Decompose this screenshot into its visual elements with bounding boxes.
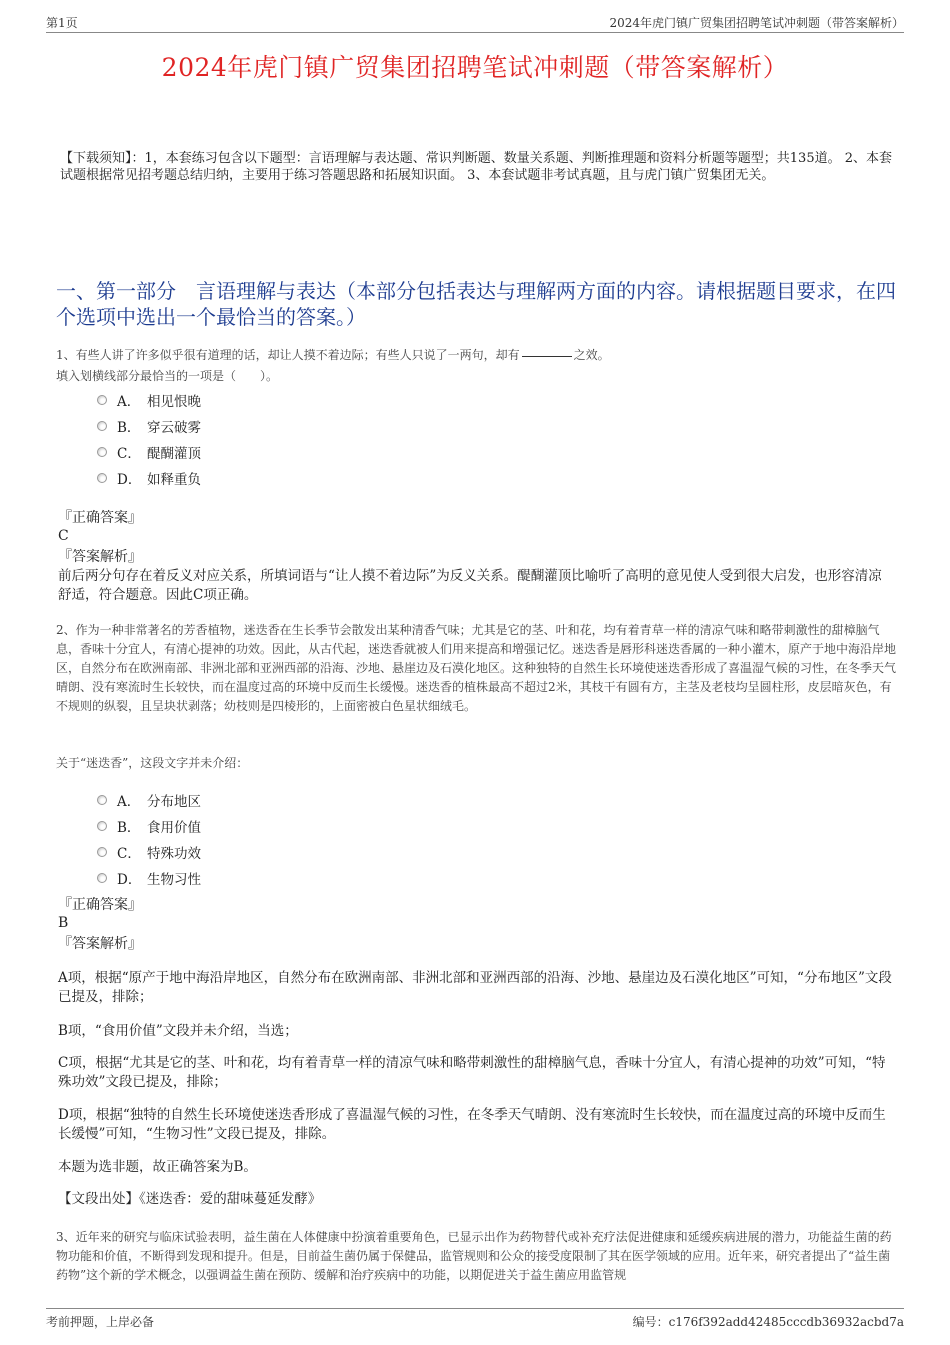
- option-text: 生物习性: [147, 872, 201, 888]
- q1-option-d[interactable]: [97, 468, 201, 488]
- option-text: 食用价值: [147, 820, 201, 836]
- radio-icon[interactable]: [97, 395, 107, 405]
- option-text: 如释重负: [147, 472, 201, 488]
- q1-instruction: 填入划横线部分最恰当的一项是（ ）。: [56, 369, 279, 383]
- q1-blank: [522, 355, 572, 357]
- option-label: B．: [117, 820, 141, 836]
- option-label: B．: [117, 420, 141, 436]
- option-label: C．: [117, 846, 141, 862]
- footer-divider: [46, 1308, 904, 1309]
- header-divider: [46, 32, 904, 33]
- q2-analysis-conclusion: 本题为选非题，故正确答案为B。: [58, 1159, 257, 1175]
- section-heading: 一、第一部分 言语理解与表达（本部分包括表达与理解两方面的内容。请根据题目要求，在四个选项中选出一个最恰当的答案。）: [56, 279, 896, 329]
- q1-stem-part-a: 1、有些人讲了许多似乎很有道理的话，却让人摸不着边际；有些人只说了一两句，却有: [56, 348, 520, 362]
- option-label: C．: [117, 446, 141, 462]
- radio-icon[interactable]: [97, 447, 107, 457]
- q1-analysis-heading: 『答案解析』: [58, 549, 142, 565]
- q2-source: 【文段出处】《迷迭香：爱的甜味蔓延发酵》: [58, 1191, 322, 1207]
- option-text: 特殊功效: [147, 846, 201, 862]
- q1-answer: C: [58, 528, 69, 544]
- option-label: A．: [117, 394, 141, 410]
- page-title: 2024年虎门镇广贸集团招聘笔试冲刺题（带答案解析）: [161, 53, 789, 82]
- q2-analysis-c: C项，根据“尤其是它的茎、叶和花，均有着青草一样的清凉气味和略带刺激性的甜樟脑气息，香味十分宜人，有清心提神的功效”可知，“特殊功效”文段已提及，排除；: [58, 1055, 886, 1090]
- option-text: 相见恨晚: [147, 394, 201, 410]
- q2-option-d[interactable]: [97, 868, 201, 888]
- radio-icon[interactable]: [97, 473, 107, 483]
- radio-icon[interactable]: [97, 421, 107, 431]
- q2-option-a[interactable]: [97, 790, 201, 810]
- header-page-number: 第1页: [46, 16, 78, 30]
- q2-analysis-b: B项，“食用价值”文段并未介绍，当选；: [58, 1023, 298, 1039]
- option-text: 分布地区: [147, 794, 201, 810]
- option-label: D．: [117, 472, 142, 488]
- radio-icon[interactable]: [97, 795, 107, 805]
- radio-icon[interactable]: [97, 873, 107, 883]
- option-label: D．: [117, 872, 142, 888]
- q2-question: 关于“迷迭香”，这段文字并未介绍：: [56, 756, 249, 770]
- q2-analysis-a: A项，根据“原产于地中海沿岸地区，自然分布在欧洲南部、非洲北部和亚洲西部的沿海、沙地、悬崖边及石漠化地区”可知，“分布地区”文段已提及，排除；: [58, 970, 892, 1005]
- q2-option-b[interactable]: [97, 816, 201, 836]
- q2-option-c[interactable]: [97, 842, 201, 862]
- option-text: 醍醐灌顶: [147, 446, 201, 462]
- footer-doc-id: 编号：c176f392add42485cccdb36932acbd7a: [632, 1315, 904, 1329]
- radio-icon[interactable]: [97, 847, 107, 857]
- download-notice: 【下载须知】：1，本套练习包含以下题型：言语理解与表达题、常识判断题、数量关系题、判断推理题和资料分析题等题型；共135道。 2、本套试题根据常见招考题总结归纳，主要用于练习答题思路和拓展知识面。 3、本套试题非考试真题，且与虎门镇广贸集团无关。: [60, 151, 892, 183]
- q2-stem: 2、作为一种非常著名的芳香植物，迷迭香在生长季节会散发出某种清香气味；尤其是它的茎、叶和花，均有着青草一样的清凉气味和略带刺激性的甜樟脑气息，香味十分宜人，有清心提神的功效。因此，从古代起，迷迭香就被人们用来提高和增强记忆。迷迭香是唇形科迷迭香属的一种小灌木，原产于地中海沿岸地区，自然分布在欧洲南部、非洲北部和亚洲西部的沿海、沙地、悬崖边及石漠化地区。这种独特的自然生长环境使迷迭香形成了喜温湿气候的习性，在冬季天气晴朗、没有寒流时生长较快，而在温度过高的环境中反而生长缓慢。迷迭香的植株最高不超过2米，其枝干有圆有方，主茎及老枝均呈圆柱形，皮层暗灰色，有不规则的纵裂，且呈块状剥落；幼枝则是四棱形的，上面密被白色星状细绒毛。: [56, 623, 897, 713]
- q2-answer-heading: 『正确答案』: [58, 897, 142, 913]
- q2-analysis-heading: 『答案解析』: [58, 936, 142, 952]
- q2-analysis-d: D项，根据“独特的自然生长环境使迷迭香形成了喜温湿气候的习性，在冬季天气晴朗、没有寒流时生长较快，而在温度过高的环境中反而生长缓慢”可知，“生物习性”文段已提及，排除。: [58, 1107, 886, 1142]
- q1-stem-part-b: 之效。: [573, 348, 610, 362]
- q1-stem: [56, 346, 900, 365]
- footer-slogan: 考前押题，上岸必备: [46, 1315, 155, 1329]
- option-label: A．: [117, 794, 141, 810]
- q1-option-a[interactable]: [97, 390, 201, 410]
- q1-analysis: 前后两分句存在着反义对应关系，所填词语与“让人摸不着边际”为反义关系。醍醐灌顶比喻听了高明的意见使人受到很大启发，也形容清凉舒适，符合题意。因此C项正确。: [58, 568, 882, 603]
- q3-stem: 3、近年来的研究与临床试验表明，益生菌在人体健康中扮演着重要角色，已显示出作为药物替代或补充疗法促进健康和延缓疾病进展的潜力，功能益生菌的药物功能和价值，不断得到发现和提升。但是，目前益生菌仍属于保健品，监管规则和公众的接受度限制了其在医学领域的应用。近年来，研究者提出了“益生菌药物”这个新的学术概念，以强调益生菌在预防、缓解和治疗疾病中的功能，以期促进关于益生菌应用监管规: [56, 1230, 892, 1282]
- q1-answer-heading: 『正确答案』: [58, 510, 142, 526]
- q1-option-b[interactable]: [97, 416, 201, 436]
- radio-icon[interactable]: [97, 821, 107, 831]
- option-text: 穿云破雾: [147, 420, 201, 436]
- q1-option-c[interactable]: [97, 442, 201, 462]
- header-doc-title: 2024年虎门镇广贸集团招聘笔试冲刺题（带答案解析）: [609, 16, 904, 30]
- q2-answer: B: [58, 915, 69, 931]
